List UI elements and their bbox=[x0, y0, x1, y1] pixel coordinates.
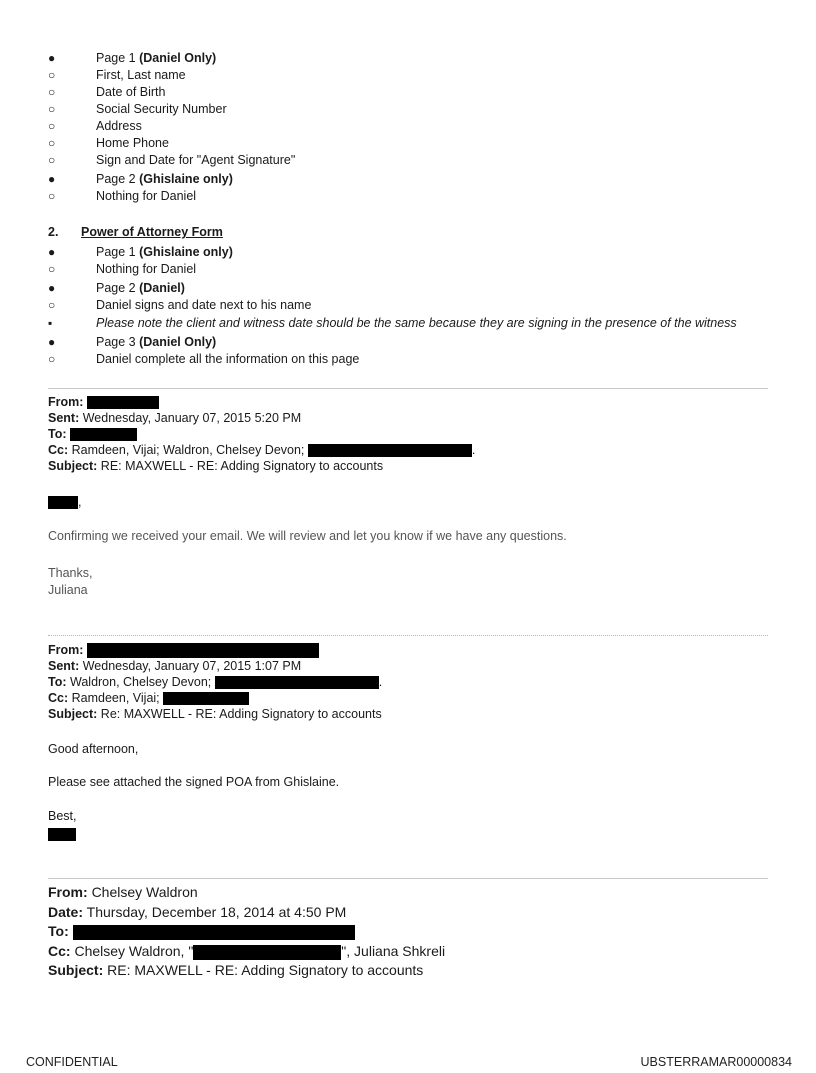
list-item-text: Page 1 (Daniel Only) bbox=[96, 51, 217, 65]
bullet-icon: ○ bbox=[48, 102, 56, 116]
list-item-text: Home Phone bbox=[96, 136, 169, 150]
signature: Juliana bbox=[48, 583, 88, 597]
to-line: To: bbox=[48, 922, 355, 941]
greeting: , bbox=[48, 494, 81, 511]
greeting: Good afternoon, bbox=[48, 742, 139, 756]
list-item-text: Date of Birth bbox=[96, 85, 166, 99]
subject-line: Subject: Re: MAXWELL - RE: Adding Signatory to accounts bbox=[48, 707, 382, 721]
cc-line: Cc: Chelsey Waldron, " ", Juliana Shkreli bbox=[48, 943, 446, 959]
bates-number: UBSTERRAMAR00000834 bbox=[640, 1055, 792, 1069]
date-line: Date: Thursday, December 18, 2014 at 4:50 PM bbox=[48, 904, 347, 920]
list-item-text: Page 2 (Daniel) bbox=[96, 281, 185, 295]
list-item-text: Nothing for Daniel bbox=[96, 189, 197, 203]
bullet-icon: ● bbox=[48, 172, 56, 186]
list-item-text: Page 2 (Ghislaine only) bbox=[96, 172, 233, 186]
bullet-icon: ○ bbox=[48, 85, 56, 99]
redaction-box bbox=[73, 925, 355, 940]
list-item-text: Please note the client and witness date should be the same because they are signing in the presence of the witness bbox=[96, 316, 737, 330]
redaction-box bbox=[308, 444, 472, 457]
email-divider bbox=[48, 635, 768, 636]
bullet-icon: ● bbox=[48, 335, 56, 349]
list-item-text: Nothing for Daniel bbox=[96, 262, 197, 276]
signoff: Best, bbox=[48, 809, 77, 823]
redaction-box bbox=[193, 945, 341, 960]
email-divider bbox=[48, 878, 768, 879]
list-item-text: Page 1 (Ghislaine only) bbox=[96, 245, 233, 259]
list-item-text: Daniel signs and date next to his name bbox=[96, 298, 312, 312]
from-line: From: bbox=[48, 394, 159, 410]
redaction-box bbox=[48, 828, 76, 841]
signature bbox=[48, 826, 76, 843]
section-heading: Power of Attorney Form bbox=[81, 225, 223, 239]
bullet-icon: ● bbox=[48, 281, 56, 295]
to-line: To: bbox=[48, 426, 137, 442]
list-item-text: First, Last name bbox=[96, 68, 186, 82]
list-item-text: Daniel complete all the information on this page bbox=[96, 352, 360, 366]
to-line: To: Waldron, Chelsey Devon; . bbox=[48, 675, 383, 689]
email-body: Please see attached the signed POA from Ghislaine. bbox=[48, 775, 340, 789]
bullet-icon: ○ bbox=[48, 153, 56, 167]
email-divider bbox=[48, 388, 768, 389]
redaction-box bbox=[87, 396, 159, 409]
list-item-text: Sign and Date for "Agent Signature" bbox=[96, 153, 296, 167]
signoff: Thanks, bbox=[48, 566, 93, 580]
bullet-icon: ○ bbox=[48, 119, 56, 133]
sent-line: Sent: Wednesday, January 07, 2015 1:07 PM bbox=[48, 659, 302, 673]
subject-line: Subject: RE: MAXWELL - RE: Adding Signatory to accounts bbox=[48, 459, 384, 473]
bullet-icon: ○ bbox=[48, 68, 56, 82]
bullet-icon: ▪ bbox=[48, 316, 53, 330]
redaction-box bbox=[70, 428, 137, 441]
bullet-icon: ● bbox=[48, 245, 56, 259]
from-line: From: Chelsey Waldron bbox=[48, 884, 198, 900]
section-title bbox=[48, 224, 223, 241]
bullet-icon: ○ bbox=[48, 262, 56, 276]
cc-line: Cc: Ramdeen, Vijai; Waldron, Chelsey Devon; . bbox=[48, 443, 476, 457]
cc-line: Cc: Ramdeen, Vijai; bbox=[48, 690, 249, 706]
bullet-icon: ○ bbox=[48, 352, 56, 366]
bullet-icon: ○ bbox=[48, 298, 56, 312]
section-number: 2. bbox=[48, 225, 59, 239]
subject-line: Subject: RE: MAXWELL - RE: Adding Signatory to accounts bbox=[48, 962, 424, 978]
sent-line: Sent: Wednesday, January 07, 2015 5:20 PM bbox=[48, 411, 302, 425]
bullet-icon: ● bbox=[48, 51, 56, 65]
from-line: From: bbox=[48, 642, 319, 658]
redaction-box bbox=[215, 676, 379, 689]
redaction-box bbox=[48, 496, 78, 509]
redaction-box bbox=[163, 692, 249, 705]
list-item-text: Page 3 (Daniel Only) bbox=[96, 335, 217, 349]
bullet-icon: ○ bbox=[48, 189, 56, 203]
bullet-icon: ○ bbox=[48, 136, 56, 150]
email-body: Confirming we received your email. We will review and let you know if we have any questions. bbox=[48, 529, 567, 543]
confidential-label: CONFIDENTIAL bbox=[26, 1055, 118, 1069]
list-item-text: Social Security Number bbox=[96, 102, 227, 116]
redaction-box bbox=[87, 643, 319, 658]
list-item-text: Address bbox=[96, 119, 142, 133]
